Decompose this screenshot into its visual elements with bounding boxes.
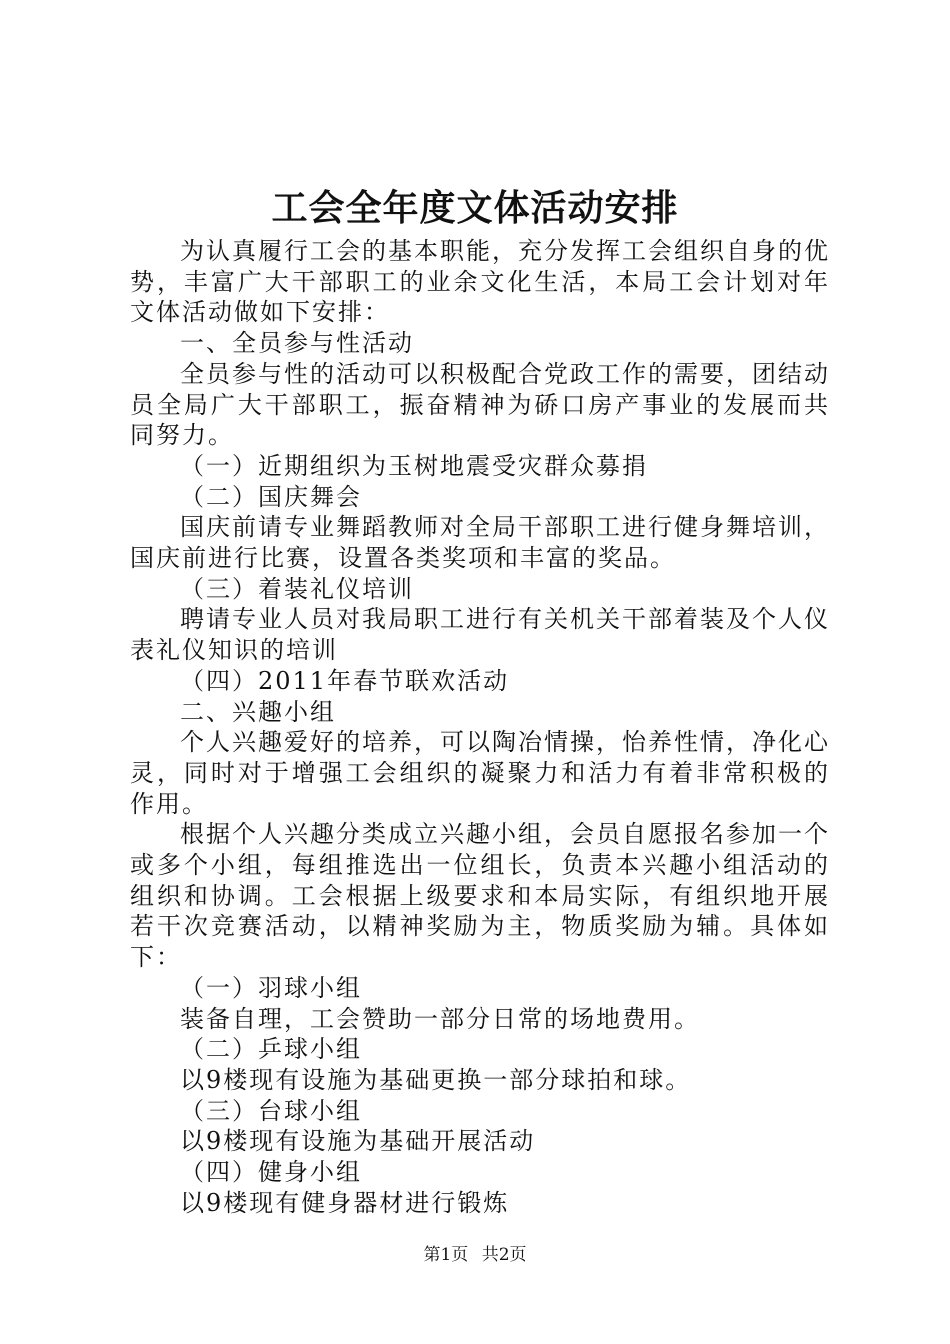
page-number: 第1页 — [423, 1245, 469, 1265]
paragraph-intro: 为认真履行工会的基本职能，充分发挥工会组织自身的优势，丰富广大干部职工的业余文化生活，本局工会计划对年文体活动做如下安排： — [130, 237, 830, 327]
subheading: （一）近期组织为玉树地震受灾群众募捐 — [180, 451, 648, 480]
heading-section-2: 二、兴趣小组 — [180, 697, 336, 726]
list-item: 以9楼现有设施为基础开展活动 — [180, 1127, 536, 1156]
list-item: 以9楼现有健身器材进行锻炼 — [180, 1188, 510, 1217]
list-item: 以9楼现有设施为基础更换一部分球拍和球。 — [180, 1065, 692, 1094]
paragraph: 全员参与性的活动可以积极配合党政工作的需要，团结动员全局广大干部职工，振奋精神为硚口房产事业的发展而共同努力。 — [130, 359, 830, 450]
paragraph: 个人兴趣爱好的培养，可以陶冶情操，怡养性情，净化心灵，同时对于增强工会组织的凝聚力和活力有着非常积极的作用。 — [130, 728, 830, 818]
document-body — [130, 236, 830, 1219]
heading-section-1: 一、全员参与性活动 — [180, 329, 414, 358]
page-total: 共2页 — [481, 1245, 527, 1265]
list-item: 装备自理，工会赞助一部分日常的场地费用。 — [180, 1004, 700, 1033]
document-title: 工会全年度文体活动安排 — [271, 187, 679, 229]
subheading: （二）乒球小组 — [180, 1035, 362, 1064]
paragraph: 国庆前请专业舞蹈教师对全局干部职工进行健身舞培训，国庆前进行比赛，设置各类奖项和丰富的奖品。 — [130, 513, 830, 573]
subheading: （三）台球小组 — [180, 1096, 362, 1125]
paragraph: 聘请专业人员对我局职工进行有关机关干部着装及个人仪表礼仪知识的培训 — [130, 605, 830, 665]
subheading: （二）国庆舞会 — [180, 482, 362, 511]
subheading: （四）健身小组 — [180, 1158, 362, 1187]
page-footer — [0, 1243, 950, 1267]
subheading: （三）着装礼仪培训 — [180, 574, 414, 603]
paragraph: 根据个人兴趣分类成立兴趣小组，会员自愿报名参加一个或多个小组，每组推选出一位组长，负责本兴趣小组活动的组织和协调。工会根据上级要求和本局实际，有组织地开展若干次竞赛活动，以精神奖励为主，物质奖励为辅。具体如下： — [130, 820, 830, 972]
subheading: （四）2011年春节联欢活动 — [180, 666, 510, 695]
subheading: （一）羽球小组 — [180, 973, 362, 1002]
